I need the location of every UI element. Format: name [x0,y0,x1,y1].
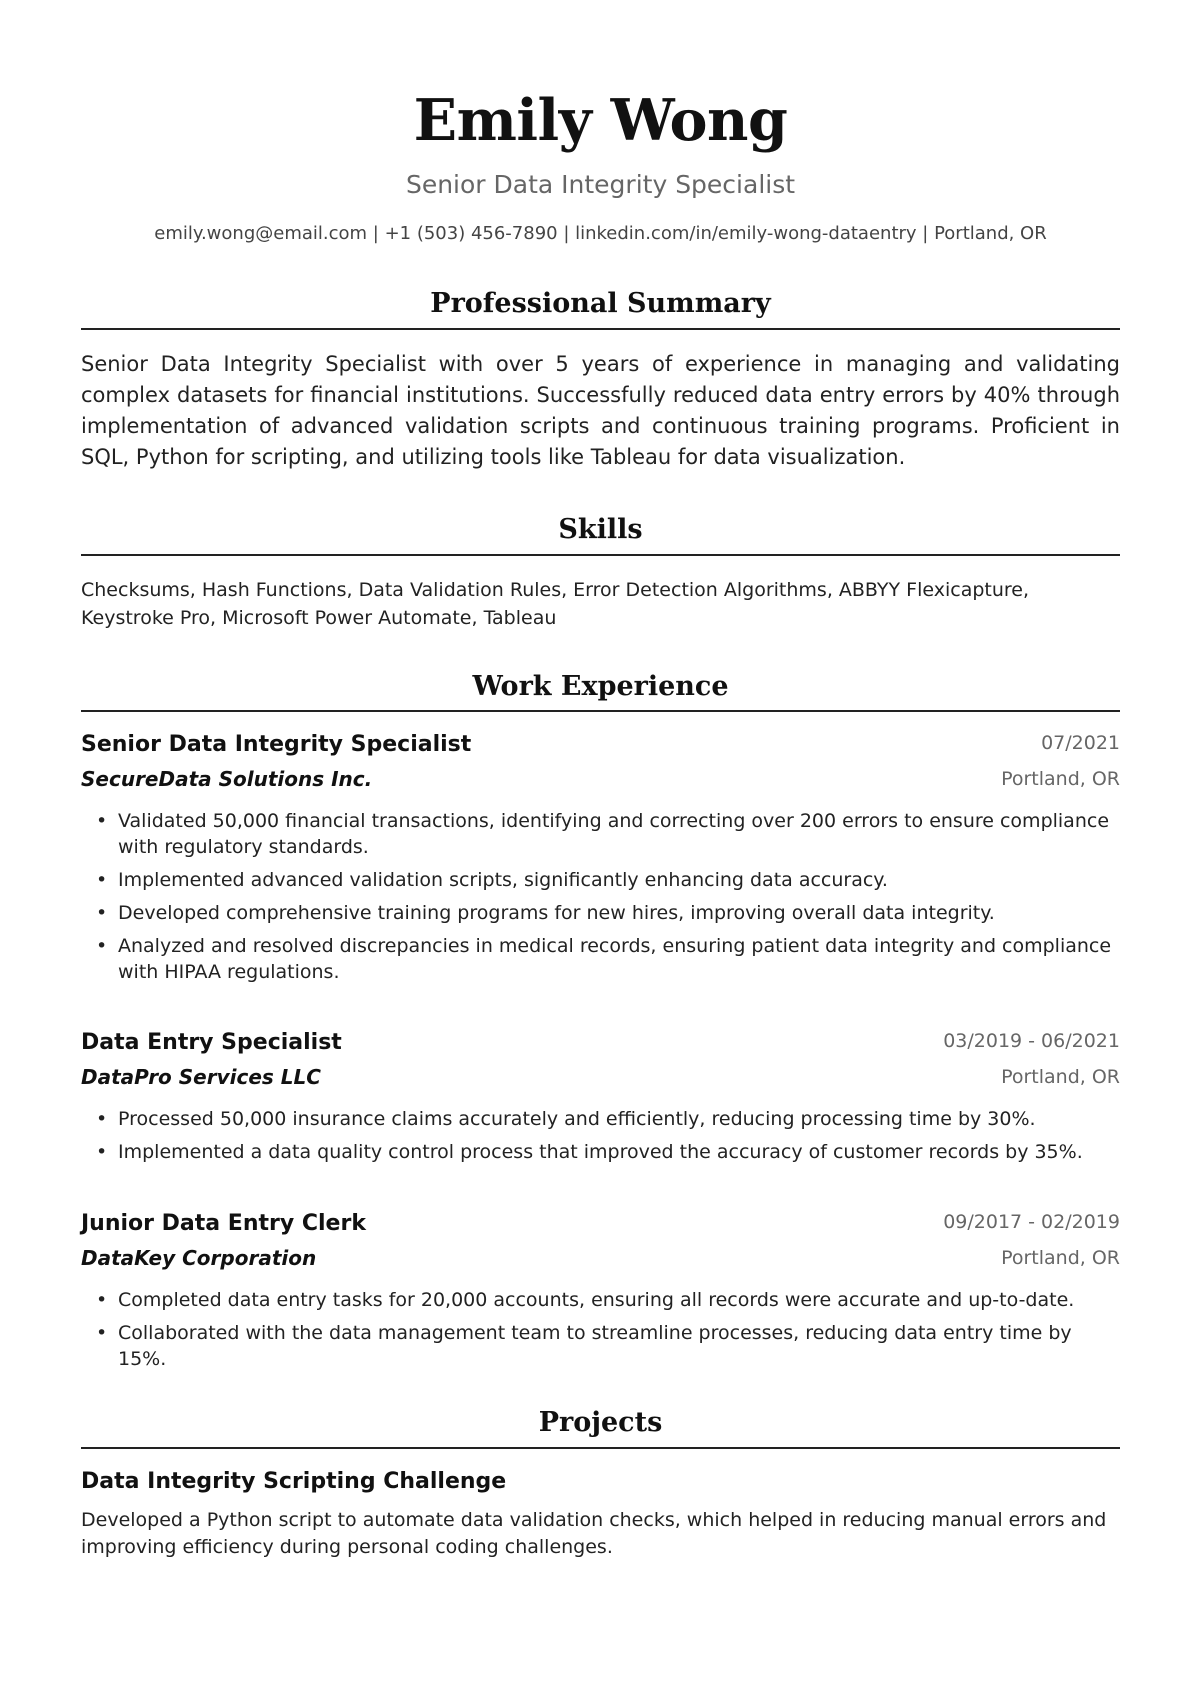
list-item: • Analyzed and resolved discrepancies in medical records, ensuring patient data integrity and compliance with HIPAA regulations. [81,933,1120,985]
section-title-skills: Skills [558,514,643,545]
job-title: Junior Data Entry Clerk [81,1211,366,1236]
job-location: Portland, OR [1001,768,1120,790]
list-item: • Processed 50,000 insurance claims accurately and efficiently, reducing processing time by 30%. [81,1106,1120,1132]
list-item: • Validated 50,000 financial transactions, identifying and correcting over 200 errors to ensure compliance with regulatory standards. [81,808,1120,860]
job-location: Portland, OR [1001,1066,1120,1088]
candidate-name: Emily Wong [413,87,788,154]
company-name: DataPro Services LLC [81,1065,321,1089]
company-name: SecureData Solutions Inc. [81,767,373,791]
job-title: Data Entry Specialist [81,1030,342,1055]
contact-line: emily.wong@email.com | +1 (503) 456-7890 | linkedin.com/in/emily-wong-dataentry | Portland, OR [154,223,1047,244]
job-date: 03/2019 - 06/2021 [943,1030,1120,1052]
candidate-headline: Senior Data Integrity Specialist [405,170,796,199]
section-divider [81,710,1120,712]
job-title: Senior Data Integrity Specialist [81,732,472,757]
company-name: DataKey Corporation [81,1246,317,1270]
project-description: Developed a Python script to automate data validation checks, which helped in reducing manual errors and improving efficiency during personal coding challenges. [81,1509,1107,1558]
job-bullets [81,1106,1120,1172]
job-bullets [81,1287,1120,1379]
job-date: 07/2021 [1041,732,1120,754]
section-title-experience: Work Experience [472,671,729,702]
list-item: • Developed comprehensive training programs for new hires, improving overall data integrity. [81,900,1120,926]
summary-text: Senior Data Integrity Specialist with over 5 years of experience in managing and validating complex datasets for financial institutions. Successfully reduced data entry errors by 40% through implementation of advanced validation scripts and continuous training programs. Proficient in SQL, Python for scripting, and utilizing tools like Tableau for data visualization. [81,352,1120,469]
list-item: • Implemented a data quality control process that improved the accuracy of customer records by 35%. [81,1139,1120,1165]
job-date: 09/2017 - 02/2019 [943,1211,1120,1233]
list-item: • Collaborated with the data management team to streamline processes, reducing data entry time by 15%. [81,1320,1120,1372]
skills-text: Checksums, Hash Functions, Data Validation Rules, Error Detection Algorithms, ABBYY Flexicapture, Keystroke Pro, Microsoft Power Automate, Tableau [81,579,1030,629]
section-title-projects: Projects [538,1407,663,1438]
section-divider [81,554,1120,556]
list-item: • Implemented advanced validation scripts, significantly enhancing data accuracy. [81,867,1120,893]
project-title: Data Integrity Scripting Challenge [81,1469,507,1494]
section-divider [81,1447,1120,1449]
list-item: • Completed data entry tasks for 20,000 accounts, ensuring all records were accurate and up-to-date. [81,1287,1120,1313]
job-location: Portland, OR [1001,1247,1120,1269]
job-bullets [81,808,1120,992]
section-title-summary: Professional Summary [430,288,771,319]
section-divider [81,328,1120,330]
